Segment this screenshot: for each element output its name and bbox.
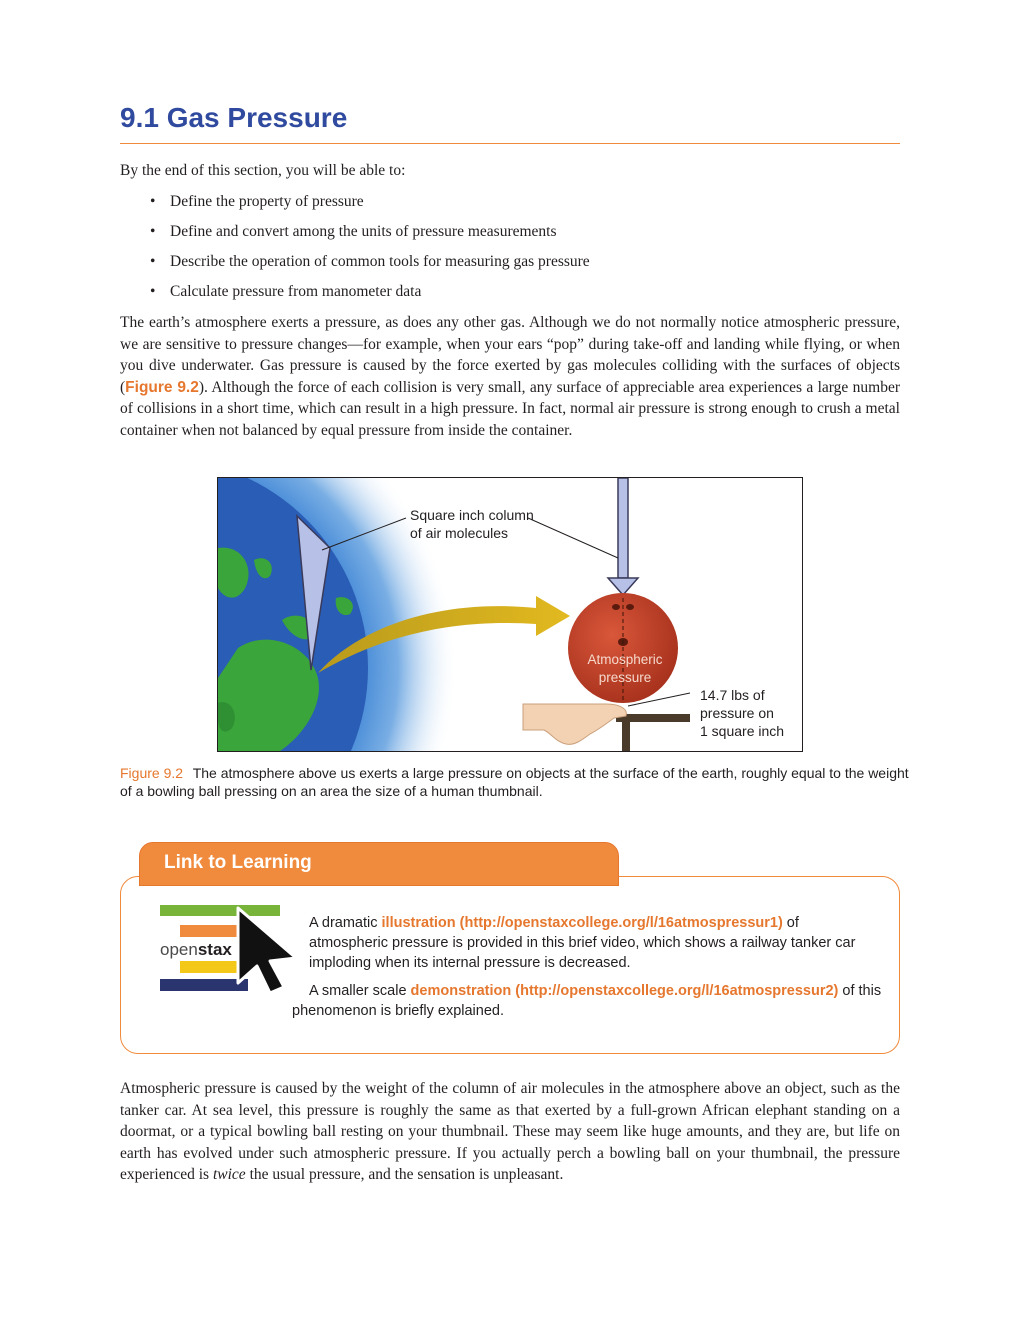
ltl-text-part: of atmospheric pressure is provided in this brief video, which shows a railway tanker car imploding when its internal pressure is decreased.	[309, 915, 856, 971]
bowling-ball-hole	[612, 604, 620, 610]
caption-text: The atmosphere above us exerts a large pressure on objects at the surface of the earth, roughly equal to the weight of a bowling ball pressing on an area the size of a human thumbnail.	[120, 765, 909, 799]
label-atmospheric-pressure	[572, 651, 678, 687]
openstax-logo-icon	[158, 903, 298, 995]
ltl-text-part: of this phenomenon is briefly explained.	[292, 983, 882, 1019]
section-title: 9.1 Gas Pressure	[120, 102, 348, 133]
label-pressure-value	[700, 686, 784, 740]
paragraph-atmosphere	[120, 312, 900, 442]
air-column-bar	[618, 478, 628, 578]
table-leg	[622, 722, 630, 751]
label-line: Atmospheric	[587, 652, 663, 667]
label-line: pressure	[598, 670, 652, 685]
figure-caption	[120, 764, 910, 800]
logo-stripe-green	[160, 905, 280, 916]
link-to-learning-text	[309, 913, 879, 973]
figure-atmospheric-pressure	[217, 477, 803, 752]
ltl-text-part: A dramatic	[309, 915, 382, 931]
illustration-link[interactable]: illustration (http://openstaxcollege.org/l/16atmospressur1)	[381, 915, 783, 931]
label-line: pressure on	[700, 705, 774, 721]
label-line: 14.7 lbs of	[700, 687, 765, 703]
ltl-text-part: A smaller scale	[309, 983, 411, 999]
objective-item: • Describe the operation of common tools for measuring gas pressure	[150, 252, 590, 282]
objectives-list	[150, 192, 590, 312]
logo-stripe-navy	[160, 979, 248, 991]
figure-reference-link[interactable]: Figure 9.2	[125, 378, 199, 396]
title-rule	[120, 143, 900, 144]
demonstration-link[interactable]: demonstration (http://openstaxcollege.org/l/16atmospressur2)	[410, 983, 839, 999]
label-line: 1 square inch	[700, 723, 785, 739]
caption-label: Figure 9.2	[120, 765, 184, 781]
label-air-column	[410, 506, 534, 542]
link-to-learning-tab	[139, 842, 619, 886]
logo-stripe-yellow	[180, 961, 244, 973]
objectives-intro: By the end of this section, you will be able to:	[120, 162, 406, 179]
label-line: Square inch column	[410, 507, 534, 523]
objective-item: • Calculate pressure from manometer data	[150, 282, 590, 312]
paragraph-text: The earth’s atmosphere exerts a pressure, as does any other gas. Although we do not normally notice atmospheric pressure, we are sensitive to pressure changes—for example, when your ears “pop” during take-off and landing while flying, or when you dive underwater. Gas pressure is caused by the force exerted by gas molecules colliding with the surfaces of objects (	[120, 314, 900, 396]
bowling-ball-hole	[626, 604, 634, 610]
logo-wordmark: openstax	[160, 940, 232, 959]
link-to-learning-title: Link to Learning	[164, 852, 312, 873]
table-top	[616, 714, 690, 722]
paragraph-column-weight	[120, 1078, 900, 1186]
objective-item: • Define the property of pressure	[150, 192, 590, 222]
emphasis-text: twice	[212, 1166, 246, 1184]
objective-item: • Define and convert among the units of pressure measurements	[150, 222, 590, 252]
paragraph-text: ). Although the force of each collision is very small, any surface of appreciable area experiences a large number of collisions in a short time, which can result in a high pressure. In fact, normal air pressure is strong enough to crush a metal container when not balanced by equal pressure from inside the container.	[120, 378, 900, 439]
logo-stripe-orange	[180, 925, 240, 937]
link-to-learning-text	[292, 981, 892, 1021]
paragraph-text: the usual pressure, and the sensation is unpleasant.	[245, 1166, 564, 1184]
paragraph-text: Atmospheric pressure is caused by the weight of the column of air molecules in the atmosphere above an object, such as the tanker car. At sea level, this pressure is roughly the same as that exerted by a full-grown African elephant standing on a doormat, or a typical bowling ball resting on your thumbnail. These may seem like huge amounts, and they are, but life on earth has evolved under such atmospheric pressure. If you actually perch a bowling ball on your thumbnail, the pressure experienced is	[120, 1080, 900, 1184]
label-line: of air molecules	[410, 525, 509, 541]
